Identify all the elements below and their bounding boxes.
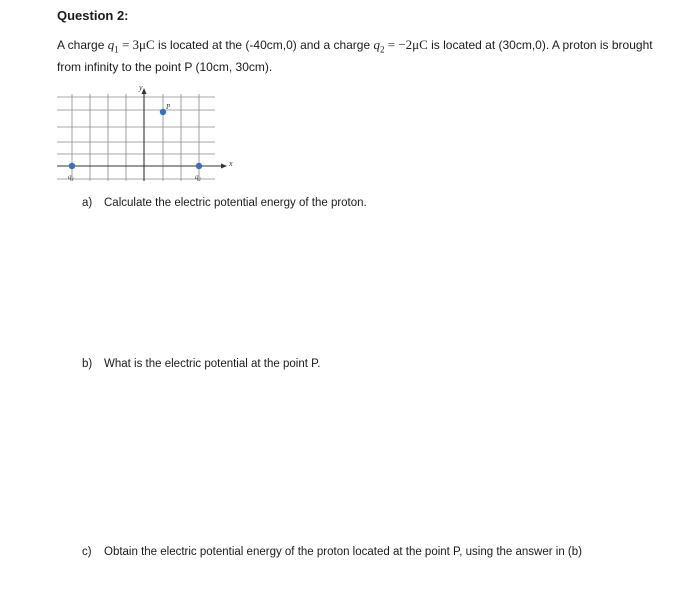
problem-statement <box>57 36 657 76</box>
question-a-label: a) <box>82 197 93 209</box>
charge-q1-point <box>69 163 75 169</box>
charge-q2-point <box>196 163 202 169</box>
charge-q1-label: q₁ <box>68 173 74 181</box>
intro-text-3: is located at (30cm,0). A proton is brought from infinity to the point P (10cm, 30cm). <box>57 38 653 74</box>
question-c-label: c) <box>82 546 92 558</box>
charge-q2-label: q₂ <box>195 173 201 181</box>
intro-text-1: A charge <box>57 38 108 52</box>
charge-diagram <box>55 82 245 186</box>
question-c <box>82 546 582 558</box>
question-b <box>82 358 321 370</box>
y-axis-label: y <box>139 83 143 92</box>
question-heading: Question 2: <box>57 8 129 23</box>
point-p-label: P <box>166 103 171 111</box>
question-a-text: Calculate the electric potential energy of the proton. <box>104 197 367 209</box>
x-axis-label: x <box>229 159 233 168</box>
intro-text-2: is located at the (-40cm,0) and a charge <box>154 38 374 52</box>
question-a <box>82 197 367 209</box>
question-b-label: b) <box>82 358 93 370</box>
q2-expression: $q_2 = -2\mu C$ <box>373 37 428 55</box>
x-axis-arrow <box>221 164 227 169</box>
grid <box>57 94 215 181</box>
q1-expression: $q_1 = 3\mu C$ <box>107 37 155 55</box>
question-b-text: What is the electric potential at the point P. <box>104 358 321 370</box>
question-c-text: Obtain the electric potential energy of the proton located at the point P, using the answer in (b) <box>104 546 582 558</box>
